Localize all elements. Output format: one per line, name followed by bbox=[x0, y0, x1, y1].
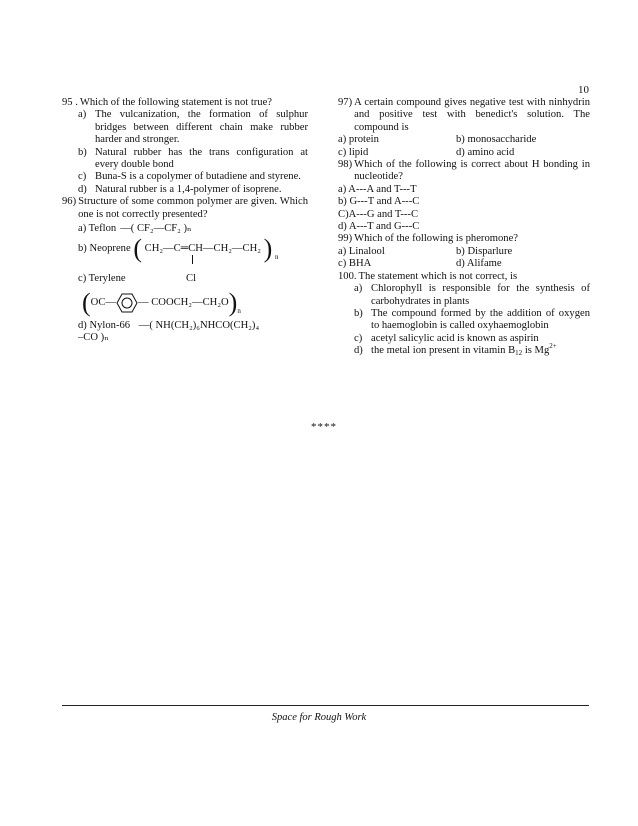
subscript: 12 bbox=[515, 349, 523, 358]
bond-line bbox=[192, 255, 193, 264]
question-number: 100. bbox=[338, 270, 357, 282]
option-label: d) bbox=[354, 345, 363, 357]
option-label: c) bbox=[78, 171, 87, 183]
option bbox=[338, 308, 590, 333]
option bbox=[338, 342, 590, 358]
option-text bbox=[371, 342, 590, 358]
option: a) protein bbox=[338, 134, 379, 146]
option-label: b) Neoprene bbox=[78, 243, 131, 255]
section-end-stars: **** bbox=[311, 421, 337, 433]
question-text: A certain compound gives negative test with ninhydrin and positive test with benedict's solution. The compound is bbox=[354, 97, 590, 133]
option: a) Linalool bbox=[338, 245, 385, 257]
question-number: 99) bbox=[338, 233, 353, 245]
option: b) monosaccharide bbox=[456, 134, 537, 146]
option-nylon bbox=[62, 320, 308, 332]
footer-divider bbox=[62, 705, 589, 706]
question-text: Which of the following is correct about H bonding in nucleotide? bbox=[354, 159, 590, 183]
option-text: acetyl salicylic acid is known as aspirin bbox=[371, 332, 539, 344]
right-column bbox=[338, 97, 590, 358]
question-100 bbox=[338, 271, 590, 358]
option-label: a) bbox=[78, 109, 87, 121]
option-text: Natural rubber is a 1,4-polymer of isoprene. bbox=[95, 183, 282, 195]
question-number: 96) bbox=[62, 196, 77, 208]
option-text: Natural rubber has the trans configuration at every double bond bbox=[95, 146, 308, 171]
option-text: Chlorophyll is responsible for the synthesis of carbohydrates in plants bbox=[371, 283, 590, 307]
question-96 bbox=[62, 196, 308, 344]
option-text-part: is Mg bbox=[522, 345, 550, 357]
option: d) A---T and G---C bbox=[338, 221, 420, 233]
option bbox=[62, 109, 308, 146]
question-text: Which of the following is pheromone? bbox=[354, 233, 518, 245]
terylene-right: — COOCH₂—CH₂O bbox=[137, 296, 229, 308]
option bbox=[62, 184, 308, 196]
option-text: The vulcanization, the formation of sulphur bridges between different chain make rubber harder and stronger. bbox=[95, 109, 308, 146]
option: d) Alifame bbox=[456, 258, 502, 270]
nylon-formula: —( NH(CH₂)₆NHCO(CH₂)₄ bbox=[138, 319, 260, 331]
option-label: b) bbox=[78, 146, 87, 158]
question-number: 97) bbox=[338, 97, 353, 108]
option-label: a) bbox=[354, 283, 363, 295]
option: c) lipid bbox=[338, 146, 369, 158]
left-column bbox=[62, 97, 308, 345]
paren-open: ( bbox=[133, 234, 142, 264]
paren-close: ) bbox=[263, 234, 273, 264]
option-terylene bbox=[62, 273, 308, 285]
subscript-n: n bbox=[237, 306, 241, 315]
option bbox=[338, 283, 590, 308]
option-text: Buna-S is a copolymer of butadiene and styrene. bbox=[95, 171, 301, 183]
option-label: b) bbox=[354, 307, 363, 319]
options-grid bbox=[338, 134, 590, 159]
option-label: d) bbox=[78, 183, 87, 195]
question-text: Which of the following statement is not true? bbox=[79, 97, 273, 108]
question-95 bbox=[62, 97, 308, 196]
options-list bbox=[338, 184, 590, 234]
footer-text: Space for Rough Work bbox=[271, 712, 367, 723]
superscript: 2+ bbox=[549, 342, 557, 351]
option: a) A---A and T---T bbox=[338, 183, 417, 195]
option: d) amino acid bbox=[456, 146, 515, 158]
question-99 bbox=[338, 233, 590, 270]
question-number: 95 . bbox=[62, 97, 78, 108]
option: b) G---T and A---C bbox=[338, 196, 420, 208]
question-text: The statement which is not correct, is bbox=[358, 270, 518, 282]
terylene-left: OC— bbox=[90, 296, 116, 308]
question-number: 98) bbox=[338, 159, 353, 171]
question-98 bbox=[338, 159, 590, 233]
option-label: d) Nylon-66 bbox=[78, 319, 131, 331]
paren-open: ( bbox=[82, 287, 91, 317]
question-text: Structure of some common polymer are given. Which one is not correctly presented? bbox=[78, 196, 308, 220]
option bbox=[62, 171, 308, 183]
option: c) BHA bbox=[338, 258, 372, 270]
options-grid bbox=[338, 246, 590, 271]
question-97 bbox=[338, 97, 590, 159]
benzene-ring-icon bbox=[116, 293, 138, 313]
option-label: c) bbox=[354, 332, 363, 344]
chlorine-label: Cl bbox=[186, 273, 197, 285]
paren-close: ) bbox=[228, 287, 238, 317]
teflon-formula: —( CF₂—CF₂ )ₙ bbox=[120, 223, 192, 235]
nylon-formula-cont: –CO )ₙ bbox=[78, 332, 109, 344]
option: b) Disparlure bbox=[456, 245, 513, 257]
option: C)A---G and T---C bbox=[338, 208, 419, 220]
neoprene-formula: CH₂—C═CH—CH₂—CH₂ bbox=[144, 243, 261, 255]
option-neoprene bbox=[62, 234, 308, 273]
terylene-formula bbox=[62, 287, 308, 317]
option-text: The compound formed by the addition of oxygen to haemoglobin is called oxyhaemoglobin bbox=[371, 307, 590, 332]
option-label: c) Terylene bbox=[78, 273, 126, 285]
option-text-part: the metal ion present in vitamin B bbox=[371, 345, 516, 357]
page-number: 10 bbox=[578, 84, 589, 96]
option-label: a) Teflon bbox=[78, 223, 117, 235]
subscript-n: n bbox=[274, 253, 279, 262]
option bbox=[62, 147, 308, 172]
